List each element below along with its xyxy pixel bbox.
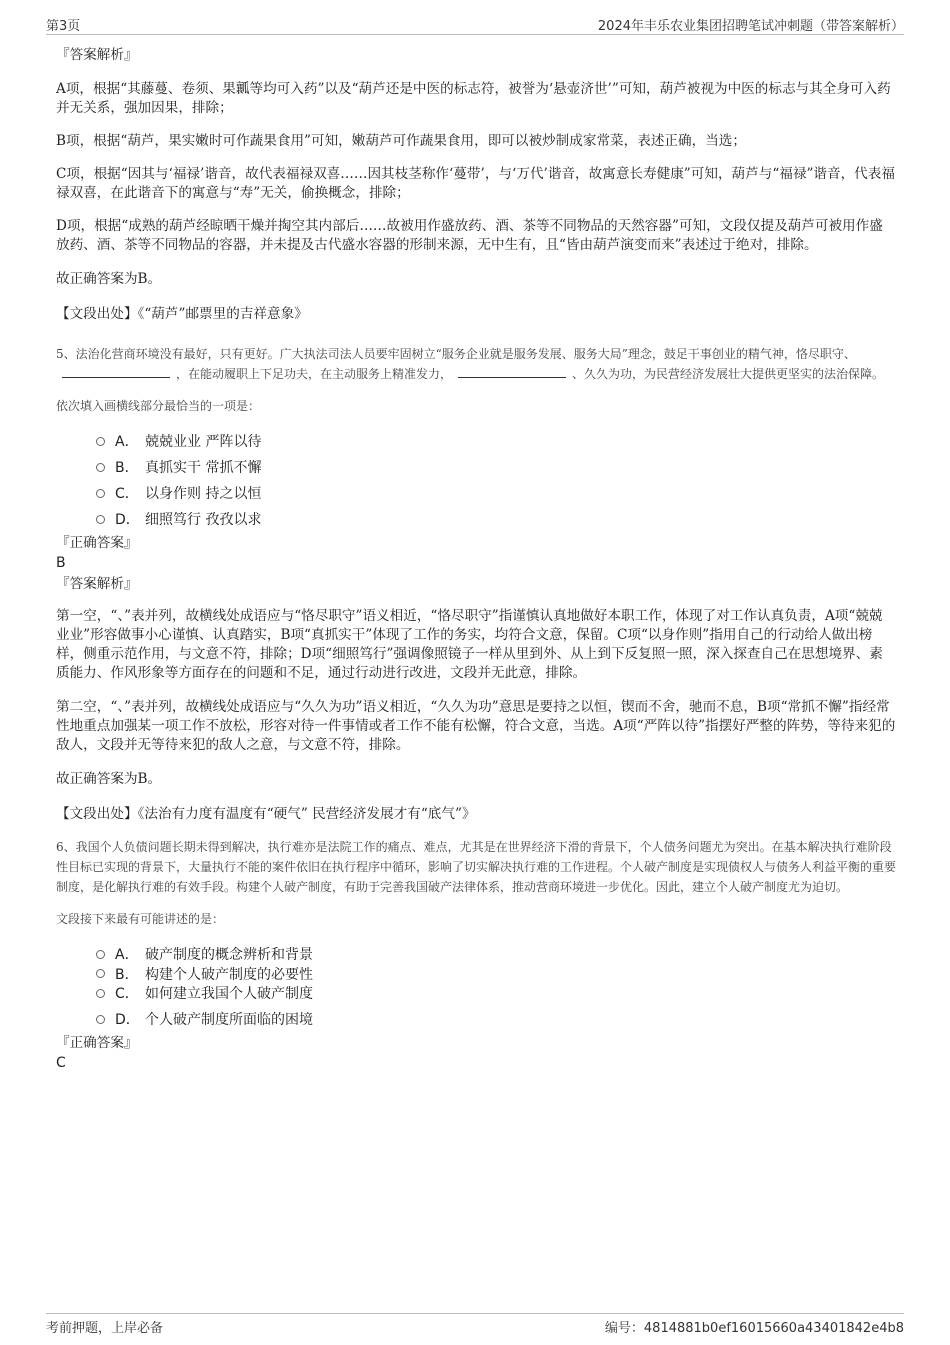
radio-icon[interactable] bbox=[96, 989, 105, 998]
radio-icon[interactable] bbox=[96, 489, 105, 498]
q5-analysis-2: 第二空，“、”表并列，故横线处成语应与“久久为功”语义相近，“久久为功”意思是要持之以恒，锲而不舍，驰而不息，B项“常抓不懈”指经常性地重点加强某一项工作不放松，形容对待一件事情或者工作不能有松懈，符合文意，当选。A项“严阵以待”指摆好严整的阵势，等待来犯的敌人，文段并无等待来犯的敌人之意，与文意不符，排除。 bbox=[56, 699, 896, 753]
page-content bbox=[56, 46, 896, 1073]
page-header bbox=[46, 12, 904, 35]
q5-analysis-label: 『答案解析』 bbox=[56, 576, 138, 592]
q6-correct-label: 『正确答案』 bbox=[56, 1035, 138, 1051]
q5-blank-2 bbox=[458, 365, 566, 378]
q6-option-d[interactable]: D． 个人破产制度所面临的困境 bbox=[96, 1006, 896, 1032]
q6-option-c[interactable]: C． 如何建立我国个人破产制度 bbox=[96, 980, 896, 1006]
q5-conclusion: 故正确答案为B。 bbox=[56, 771, 162, 787]
q6-stem: 6、我国个人负债问题长期未得到解决，执行难亦是法院工作的痛点、难点，尤其是在世界经济下滑的背景下，个人债务问题尤为突出。在基本解决执行难阶段性目标已实现的背景下，大量执行不能的案件依旧在执行程序中循环，影响了切实解决执行难的工作进程。个人破产制度是实现债权人与债务人利益平衡的重要制度，是化解执行难的有效手段。构建个人破产制度，有助于完善我国破产法律体系，推动营商环境进一步优化。因此，建立个人破产制度尤为迫切。 bbox=[56, 840, 897, 894]
page-footer bbox=[46, 1313, 904, 1336]
document-code: 编号：4814881b0ef16015660a43401842e4b8 bbox=[604, 1321, 904, 1336]
q6-option-b[interactable]: B． 构建个人破产制度的必要性 bbox=[96, 967, 896, 980]
q4-analysis-b: B项，根据“葫芦，果实嫩时可作蔬果食用”可知，嫩葫芦可作蔬果食用，即可以被炒制成家常菜，表述正确，当选； bbox=[56, 133, 746, 149]
radio-icon[interactable] bbox=[96, 463, 105, 472]
q5-options bbox=[96, 428, 896, 532]
q6-prompt: 文段接下来最有可能讲述的是： bbox=[56, 912, 225, 926]
q5-stem: 5、法治化营商环境没有最好，只有更好。广大执法司法人员要牢固树立“服务企业就是服务发展、服务大局”理念，鼓足干事创业的精气神，恪尽职守、，在能动履职上下足功夫，在主动服务上精准发力， 、久久为功，为民营经济发展壮大提供更坚实的法治保障。 bbox=[56, 347, 885, 381]
q5-option-c[interactable]: C． 以身作则 持之以恒 bbox=[96, 480, 896, 506]
q5-correct-answer: B bbox=[56, 555, 66, 571]
q6-option-a[interactable]: A． 破产制度的概念辨析和背景 bbox=[96, 941, 896, 967]
q5-prompt: 依次填入画横线部分最恰当的一项是： bbox=[56, 399, 261, 413]
q6-options bbox=[96, 941, 896, 1032]
q4-conclusion: 故正确答案为B。 bbox=[56, 271, 162, 287]
q5-option-d[interactable]: D． 细照笃行 孜孜以求 bbox=[96, 506, 896, 532]
q5-blank-1 bbox=[62, 365, 170, 378]
radio-icon[interactable] bbox=[96, 950, 105, 959]
q5-option-a[interactable]: A． 兢兢业业 严阵以待 bbox=[96, 428, 896, 454]
document-title: 2024年丰乐农业集团招聘笔试冲刺题（带答案解析） bbox=[597, 19, 904, 34]
q4-analysis-a: A项，根据“其藤蔓、卷须、果瓤等均可入药”以及“葫芦还是中医的标志符，被誉为‘悬壶济世’”可知，葫芦被视为中医的标志与其全身可入药并无关系，强加因果，排除； bbox=[56, 81, 891, 116]
q4-analysis-c: C项，根据“因其与‘福禄’谐音，故代表福禄双喜……因其枝茎称作‘蔓带’，与‘万代’谐音，故寓意长寿健康”可知，葫芦与“福禄”谐音，代表福禄双喜，在此谐音下的寓意与“寿”无关，偷换概念，排除； bbox=[56, 166, 895, 201]
q4-analysis-d: D项，根据“成熟的葫芦经晾晒干燥并掏空其内部后……故被用作盛放药、酒、茶等不同物品的天然容器”可知，文段仅提及葫芦可被用作盛放药、酒、茶等不同物品的容器，并未提及古代盛水容器的形制来源，无中生有，且“皆由葫芦演变而来”表述过于绝对，排除。 bbox=[56, 218, 883, 253]
radio-icon[interactable] bbox=[96, 969, 105, 978]
footer-slogan: 考前押题，上岸必备 bbox=[46, 1321, 164, 1336]
q5-correct-label: 『正确答案』 bbox=[56, 535, 138, 551]
q5-option-b[interactable]: B． 真抓实干 常抓不懈 bbox=[96, 454, 896, 480]
radio-icon[interactable] bbox=[96, 437, 105, 446]
radio-icon[interactable] bbox=[96, 515, 105, 524]
q6-correct-answer: C bbox=[56, 1055, 66, 1071]
q5-source: 【文段出处】《法治有力度有温度有“硬气” 民营经济发展才有“底气”》 bbox=[56, 806, 476, 822]
q4-analysis-label: 『答案解析』 bbox=[56, 47, 138, 63]
radio-icon[interactable] bbox=[96, 1015, 105, 1024]
q4-source: 【文段出处】《“葫芦”邮票里的吉祥意象》 bbox=[56, 306, 308, 322]
page-number: 第3页 bbox=[46, 19, 81, 34]
q5-analysis-1: 第一空，“、”表并列，故横线处成语应与“恪尽职守”语义相近，“恪尽职守”指谨慎认真地做好本职工作，体现了对工作认真负责，A项“兢兢业业”形容做事小心谨慎、认真踏实，B项“真抓实干”体现了工作的务实，均符合文意，保留。C项“以身作则”指用自己的行动给人做出榜样，侧重示范作用，与文意不符，排除；D项“细照笃行”强调像照镜子一样从里到外、从上到下反复照一照，深入探查自己在思想境界、素质能力、作风形象等方面存在的问题和不足，通过行动进行改进，文段并无此意，排除。 bbox=[56, 608, 883, 681]
